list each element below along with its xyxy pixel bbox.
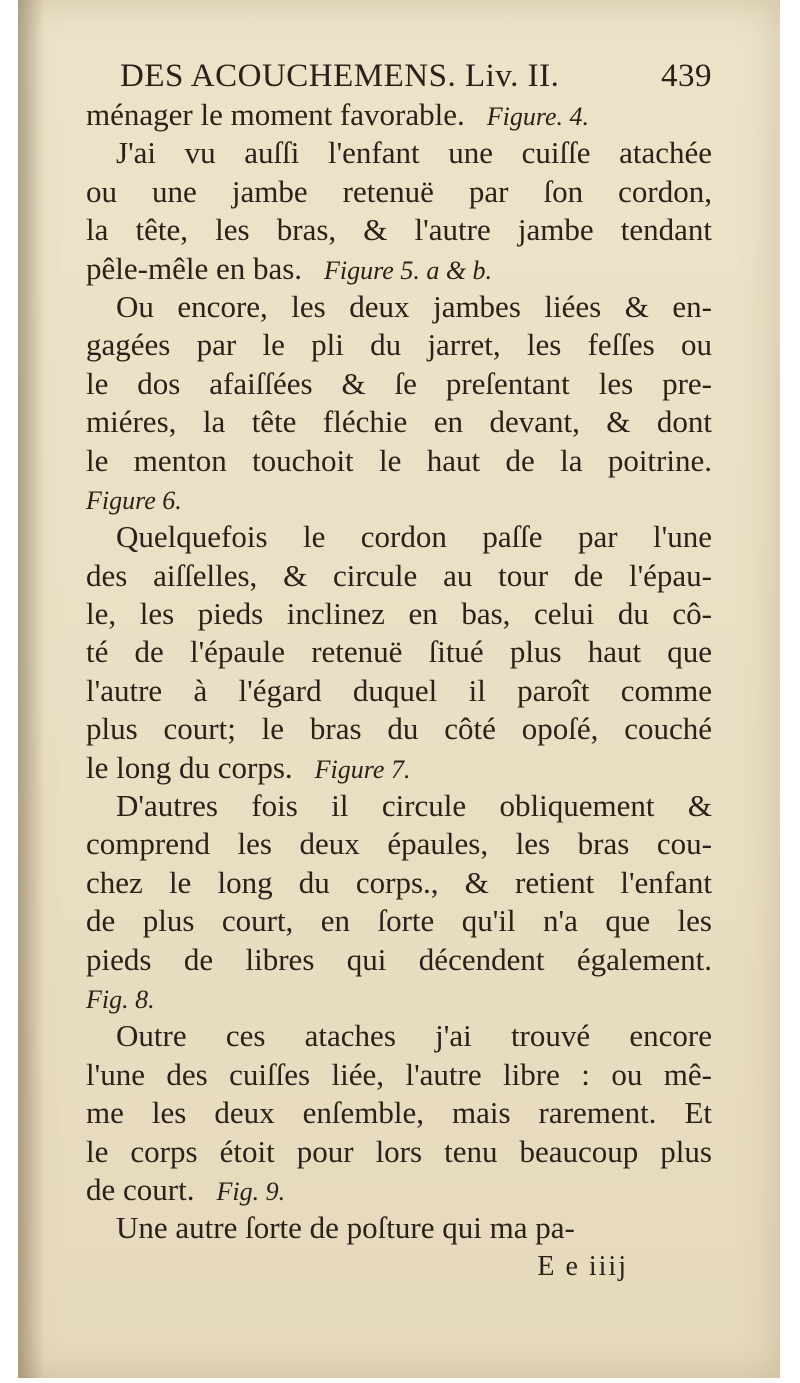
text-line [86, 480, 712, 518]
text-line [86, 787, 712, 825]
text-line [86, 288, 712, 326]
text-line [86, 710, 712, 748]
line-text: chez le long du corps., & retient l'enfant [86, 864, 712, 900]
figure-reference: Figure 6. [86, 485, 182, 515]
text-line [86, 979, 712, 1017]
line-text: l'une des cuiſſes liée, l'autre libre : ou mê- [86, 1056, 712, 1092]
line-text: le dos afaiſſées & ſe preſentant les pre- [86, 365, 712, 401]
text-line [86, 442, 712, 480]
text-line [86, 211, 712, 249]
line-text: pieds de libres qui décendent également. [86, 941, 712, 977]
line-text: Ou encore, les deux jambes liées & en- [116, 288, 712, 324]
figure-reference: Fig. 8. [86, 984, 155, 1014]
page-number: 439 [661, 58, 712, 94]
text-line [86, 749, 712, 787]
text-line [86, 1209, 712, 1247]
line-text: le menton touchoit le haut de la poitrine. [86, 442, 712, 478]
line-text: l'autre à l'égard duquel il paroît comme [86, 672, 712, 708]
text-line [86, 902, 712, 940]
text-line [86, 1094, 712, 1132]
text-line [86, 403, 712, 441]
line-text: me les deux enſemble, mais rarement. Et [86, 1095, 712, 1131]
text-line [86, 365, 712, 403]
text-line [86, 864, 712, 902]
line-text: D'autres fois il circule obliquement & [116, 788, 712, 824]
line-text: Une autre ſorte de poſture qui ma pa- [116, 1210, 575, 1246]
line-text: ménager le moment favorable. [86, 97, 465, 132]
text-line [86, 134, 712, 172]
figure-reference: Figure 7. [314, 754, 411, 784]
text-line [86, 825, 712, 863]
text-line [86, 672, 712, 710]
text-line [86, 96, 712, 134]
page-gutter-shadow [18, 0, 44, 1378]
text-line [86, 941, 712, 979]
line-text: ou une jambe retenuë par ſon cordon, [86, 173, 712, 209]
line-text: le long du corps. [86, 749, 293, 785]
running-header [86, 56, 712, 96]
line-text: pêle-mêle en bas. [86, 250, 303, 286]
line-text: de plus court, en ſorte qu'il n'a que les [86, 903, 712, 939]
figure-reference: Figure 5. a & b. [324, 255, 493, 285]
text-line [86, 633, 712, 671]
line-text: de court. [86, 1171, 195, 1207]
line-text: Quelquefois le cordon paſſe par l'une [116, 519, 712, 555]
text-line [86, 518, 712, 556]
figure-reference: Fig. 9. [216, 1176, 286, 1206]
line-text: J'ai vu auſſi l'enfant une cuiſſe atachée [116, 135, 712, 171]
running-title: DES ACOUCHEMENS. Liv. II. [120, 58, 560, 94]
text-line [86, 557, 712, 595]
text-line [86, 250, 712, 288]
text-line [86, 1017, 712, 1055]
body-text [86, 96, 712, 1248]
line-text: comprend les deux épaules, les bras cou- [86, 826, 712, 862]
line-text: la tête, les bras, & l'autre jambe tendant [86, 212, 712, 248]
text-line [86, 173, 712, 211]
signature-mark: E e iiij [537, 1250, 628, 1282]
line-text: le, les pieds inclinez en bas, celui du cô- [86, 596, 712, 632]
figure-reference: Figure. 4. [486, 102, 590, 131]
line-text: miéres, la tête fléchie en devant, & dont [86, 404, 712, 440]
text-line [86, 595, 712, 633]
line-text: plus court; le bras du côté opoſé, couché [86, 711, 712, 747]
page-text-block [86, 56, 712, 1286]
line-text: Outre ces ataches j'ai trouvé encore [116, 1018, 712, 1054]
line-text: des aiſſelles, & circule au tour de l'épau- [86, 557, 712, 593]
text-line [86, 1056, 712, 1094]
text-line [86, 1133, 712, 1171]
text-line [86, 326, 712, 364]
line-text: gagées par le pli du jarret, les feſſes ou [86, 327, 712, 363]
text-line [86, 1171, 712, 1209]
line-text: le corps étoit pour lors tenu beaucoup plus [86, 1133, 712, 1169]
line-text: té de l'épaule retenuë ſitué plus haut que [86, 634, 712, 670]
